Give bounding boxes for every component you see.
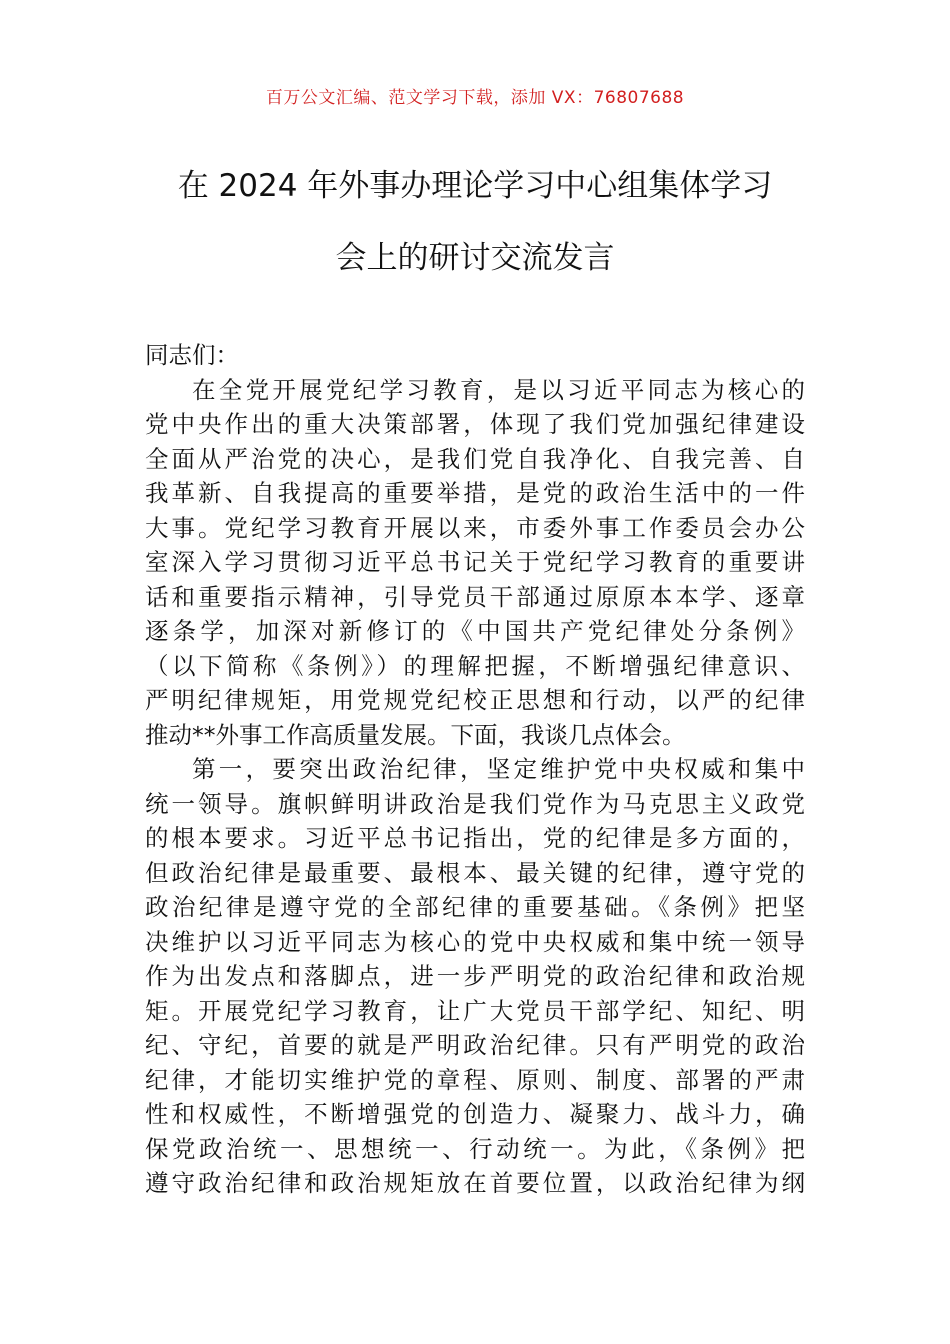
text-line: 我革新、自我提高的重要举措，是党的政治生活中的一件	[145, 479, 805, 507]
document-title	[140, 150, 810, 294]
text-line: 大事。党纪学习教育开展以来，市委外事工作委员会办公	[145, 513, 805, 542]
title-line: 在 2024 年外事办理论学习中心组集体学习	[177, 168, 773, 204]
text-line: 政治纪律是遵守党的全部纪律的重要基础。《条例》把坚	[145, 893, 805, 921]
salutation: 同志们：	[145, 341, 239, 369]
text-line: 纪、守纪，首要的就是严明政治纪律。只有严明党的政治	[145, 1031, 805, 1059]
text-line: 全面从严治党的决心，是我们党自我净化、自我完善、自	[145, 444, 805, 473]
text-line: 性和权威性，不断增强党的创造力、凝聚力、战斗力，确	[145, 1100, 805, 1128]
text-line: 纪律，才能切实维护党的章程、原则、制度、部署的严肃	[145, 1065, 805, 1094]
text-line: 党中央作出的重大决策部署，体现了我们党加强纪律建设	[145, 410, 805, 438]
text-line: 逐条学，加深对新修订的《中国共产党纪律处分条例》	[145, 617, 805, 645]
title-line: 会上的研讨交流发言	[335, 240, 615, 276]
text-line: 严明纪律规矩，用党规党纪校正思想和行动，以严的纪律	[145, 686, 805, 714]
text-line: 矩。开展党纪学习教育，让广大党员干部学纪、知纪、明	[145, 996, 805, 1025]
document-body	[145, 338, 805, 1201]
text-line: 推动**外事工作高质量发展。下面，我谈几点体会。	[145, 720, 686, 749]
text-line: 的根本要求。习近平总书记指出，党的纪律是多方面的，	[145, 824, 805, 852]
text-line: 但政治纪律是最重要、最根本、最关键的纪律，遵守党的	[145, 858, 805, 887]
text-line: 遵守政治纪律和政治规矩放在首要位置，以政治纪律为纲	[145, 1169, 805, 1197]
text-line: 第一，要突出政治纪律，坚定维护党中央权威和集中	[192, 755, 805, 783]
text-line: （以下简称《条例》）的理解把握，不断增强纪律意识、	[145, 651, 805, 680]
paragraph-intro	[145, 373, 805, 753]
text-line: 在全党开展党纪学习教育，是以习近平同志为核心的	[192, 375, 805, 404]
text-line: 统一领导。旗帜鲜明讲政治是我们党作为马克思主义政党	[145, 789, 805, 818]
text-line: 决维护以习近平同志为核心的党中央权威和集中统一领导	[145, 927, 805, 956]
text-line: 室深入学习贯彻习近平总书记关于党纪学习教育的重要讲	[145, 548, 805, 576]
text-line: 保党政治统一、思想统一、行动统一。为此，《条例》把	[145, 1134, 805, 1163]
paragraph-first-point	[145, 752, 805, 1201]
promo-banner: 百万公文汇编、范文学习下载，添加 VX：76807688	[265, 88, 685, 108]
text-line: 话和重要指示精神，引导党员干部通过原原本本学、逐章	[145, 582, 805, 611]
text-line: 作为出发点和落脚点，进一步严明党的政治纪律和政治规	[145, 962, 805, 990]
